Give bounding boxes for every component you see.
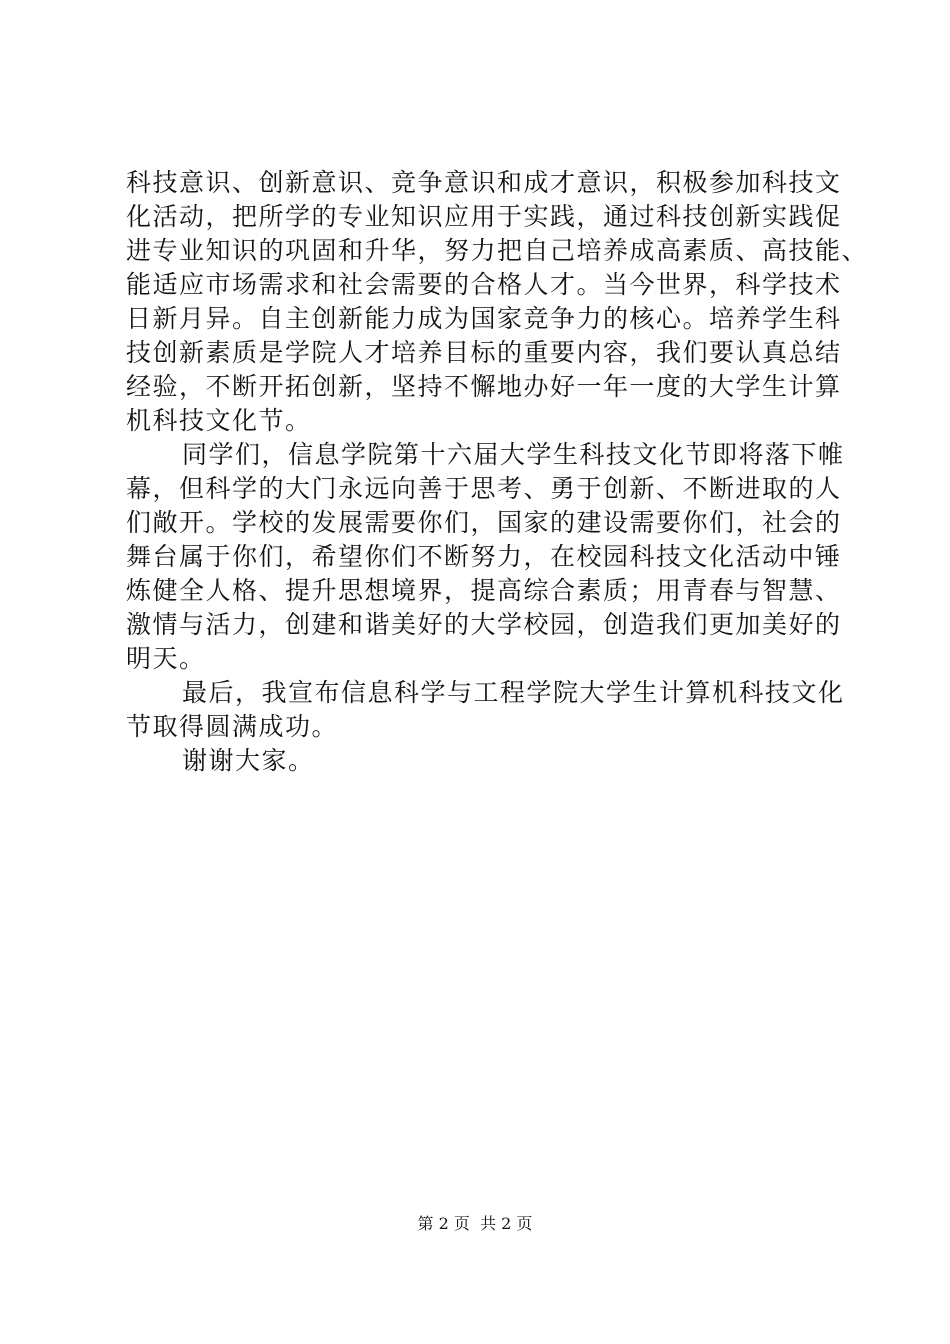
text-line: 进专业知识的巩固和升华，努力把自己培养成高素质、高技能、: [126, 236, 869, 265]
page-number-footer: 第 2 页 共 2 页: [417, 1214, 533, 1233]
text-line: 节取得圆满成功。: [126, 712, 339, 741]
text-line: 激情与活力，创建和谐美好的大学校园，创造我们更加美好的: [126, 610, 842, 639]
text-line: 最后，我宣布信息科学与工程学院大学生计算机科技文化: [182, 678, 845, 707]
text-line: 技创新素质是学院人才培养目标的重要内容，我们要认真总结: [126, 338, 842, 367]
text-line: 炼健全人格、提升思想境界，提高综合素质；用青春与智慧、: [126, 576, 842, 605]
text-line: 谢谢大家。: [182, 746, 315, 775]
text-line: 舞台属于你们，希望你们不断努力，在校园科技文化活动中锤: [126, 542, 842, 571]
text-line: 幕，但科学的大门永远向善于思考、勇于创新、不断进取的人: [126, 474, 842, 503]
text-line: 同学们，信息学院第十六届大学生科技文化节即将落下帷: [182, 440, 845, 469]
text-line: 科技意识、创新意识、竞争意识和成才意识，积极参加科技文: [126, 168, 842, 197]
text-line: 明天。: [126, 644, 206, 673]
text-line: 化活动，把所学的专业知识应用于实践，通过科技创新实践促: [126, 202, 842, 231]
text-line: 经验，不断开拓创新，坚持不懈地办好一年一度的大学生计算: [126, 372, 842, 401]
document-body: [126, 166, 869, 778]
text-line: 机科技文化节。: [126, 406, 312, 435]
text-line: 日新月异。自主创新能力成为国家竞争力的核心。培养学生科: [126, 304, 842, 333]
text-line: 能适应市场需求和社会需要的合格人才。当今世界，科学技术: [126, 270, 842, 299]
text-line: 们敞开。学校的发展需要你们，国家的建设需要你们，社会的: [126, 508, 842, 537]
